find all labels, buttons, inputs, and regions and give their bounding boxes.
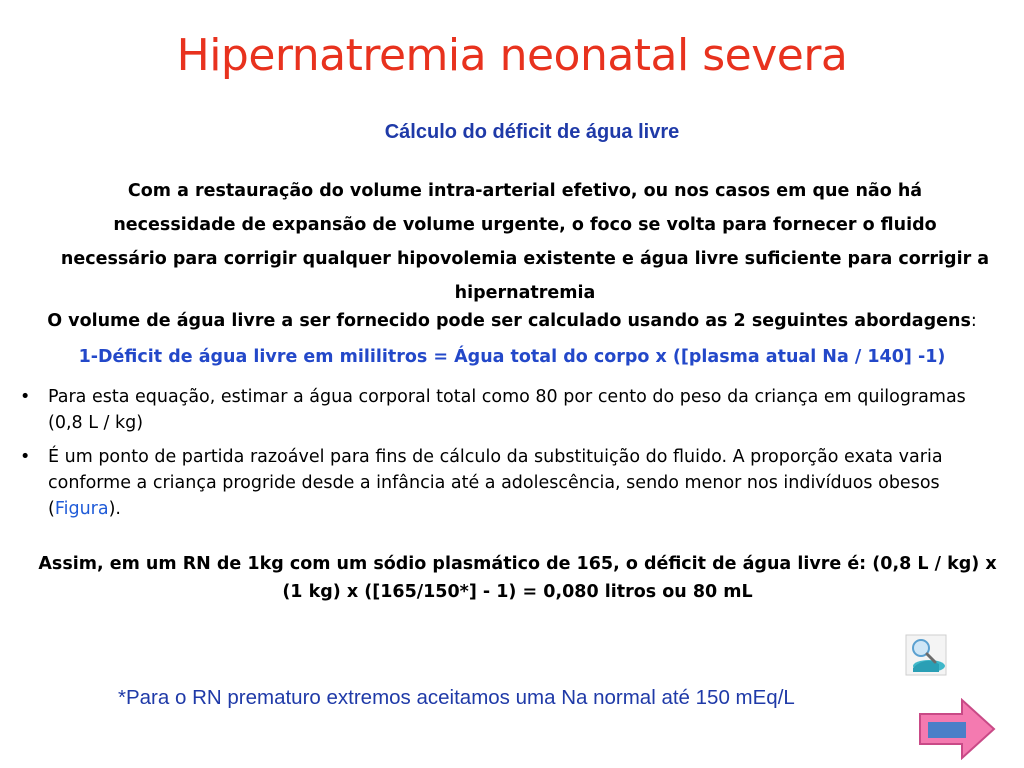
bullet-text xyxy=(48,444,1000,522)
footnote: *Para o RN prematuro extremos aceitamos uma Na normal até 150 mEq/L xyxy=(118,686,795,709)
bullet-item-2 xyxy=(20,444,1000,522)
approaches-text xyxy=(0,311,1024,331)
bullet-marker: • xyxy=(20,447,31,467)
next-arrow-icon[interactable] xyxy=(918,698,996,760)
approaches-sentence: O volume de água livre a ser fornecido pode ser calculado usando as 2 seguintes abordagens xyxy=(47,311,971,331)
intro-line-2: necessidade de expansão de volume urgente, o foco se volta para fornecer o fluido necessário para corrigir qualquer hipovolemia existente e água livre suficiente para corrigir a hipernatremia xyxy=(60,215,990,303)
bullet-text-before: É um ponto de partida razoável para fins de cálculo da substituição do fluido. A proporção exata varia conforme a criança progride desde a infância até a adolescência, sendo menor nos indivíduos obesos ( xyxy=(48,447,943,519)
figure-link[interactable]: Figura xyxy=(54,499,109,519)
bullet-marker: • xyxy=(20,387,31,407)
bullet-text: Para esta equação, estimar a água corporal total como 80 por cento do peso da criança em quilogramas (0,8 L / kg) xyxy=(48,387,966,433)
bullet-item-1 xyxy=(20,384,1000,436)
magnifier-picture-icon[interactable] xyxy=(905,634,947,676)
slide-title: Hipernatremia neonatal severa xyxy=(176,30,848,81)
intro-line-1: Com a restauração do volume intra-arterial efetivo, ou nos casos em que não há xyxy=(127,181,923,201)
bullet-text-after: ). xyxy=(108,499,121,519)
formula-text: 1-Déficit de água livre em mililitros = Água total do corpo x ([plasma atual Na / 140] -1) xyxy=(78,347,946,367)
bullet-list xyxy=(20,384,1000,530)
conclusion-text: Assim, em um RN de 1kg com um sódio plasmático de 165, o déficit de água livre é: (0,8 L / kg) x (1 kg) x ([165/150*] - 1) = 0,080 litros ou 80 mL xyxy=(38,554,997,602)
approaches-colon: : xyxy=(970,311,977,331)
slide-subtitle: Cálculo do déficit de água livre xyxy=(384,121,680,143)
